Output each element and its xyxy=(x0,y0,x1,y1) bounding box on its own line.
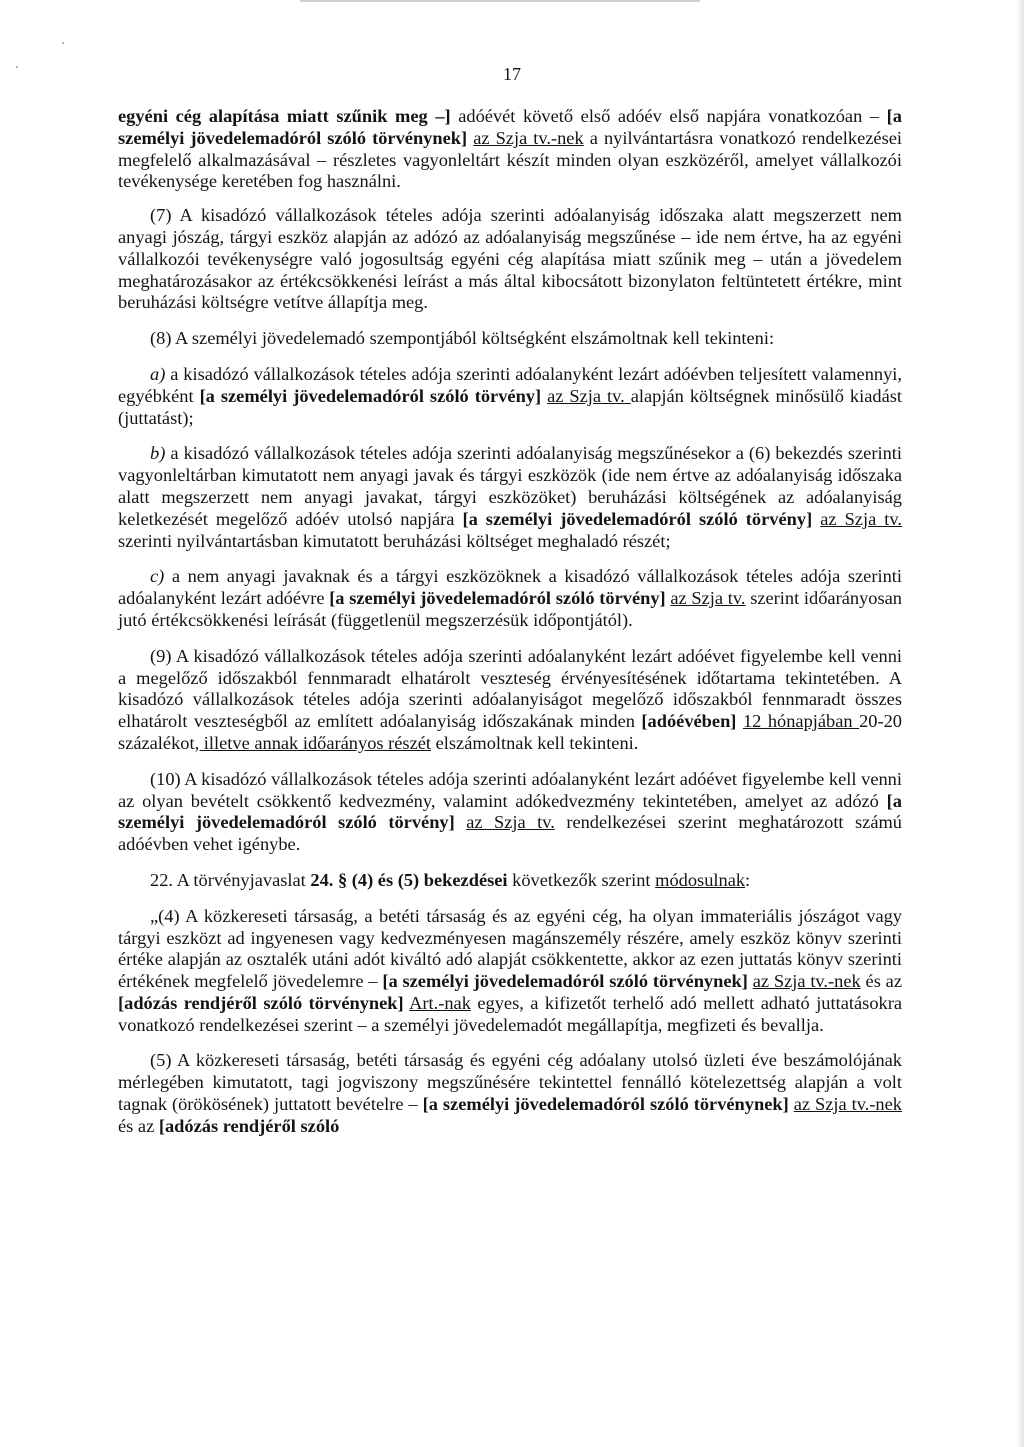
page-number: 17 xyxy=(503,64,521,84)
bold-text: 24. § (4) és (5) bekezdései xyxy=(310,869,508,890)
scan-edge-right xyxy=(1016,0,1024,1447)
text: és az xyxy=(860,971,902,992)
text: alapján költségnek minősülő kiadást (juttatást); xyxy=(118,385,903,428)
text: a kisadózó vállalkozások tételes adója szerinti adóalanyként lezárt adóévben teljesített valamennyi, egyébként xyxy=(118,363,902,406)
paragraph-10 xyxy=(118,769,902,856)
bold-text: [adózás rendjéről szóló xyxy=(158,1115,340,1136)
bold-text: [a személyi jövedelemadóról szóló törvény] xyxy=(199,385,542,406)
text: és az xyxy=(118,1115,159,1136)
text: „(4) A közkereseti társaság, a betéti társaság és az egyéni cég, ha olyan immateriális jószágot vagy tárgyi eszközt ad ingyenesen vagy kedvezményesen magánszemély részére, amely eszköz könyv szerinti értéke alapján az osztalék utáni adót kiváltó adó alapját csökkentette, akkor az ezen juttatás könyv szerinti értékének megfelelő jövedelemre – xyxy=(118,905,902,992)
amendment-22-heading xyxy=(118,870,902,892)
paragraph-7: (7) A kisadózó vállalkozások tételes adója szerinti adóalanyiság időszaka alatt megszerzett nem anyagi jószág, tárgyi eszköz alapján az adózó az adóalanyiság megszűnése – ide nem értve, ha az egyéni vállalkozói tevékenységre való jogosultság egyéni cég alapítása miatt szűnik meg – után a jövedelem meghatározásakor az értékcsökkenési leírást a más által kibocsátott bizonylaton feltüntetett értékre, mint beruházási költségre vetítve állapítja meg. xyxy=(118,205,902,313)
bold-text: [a személyi jövedelemadóról szóló törvény] xyxy=(462,508,813,529)
paragraph-9 xyxy=(118,646,902,755)
bold-text: [a személyi jövedelemadóról szóló törvénynek] xyxy=(382,971,748,992)
text: elszámoltnak kell tekinteni. xyxy=(431,732,639,753)
text: rendelkezései szerint meghatározott számú adóévben vehet igénybe. xyxy=(118,812,902,855)
quoted-paragraph-5 xyxy=(118,1050,902,1137)
text: (10) A kisadózó vállalkozások tételes adója szerinti adóalanyként lezárt adóévet figyelembe kell venni az olyan bevételt csökkentő kedvezmény, valamint adókedvezmény tekintetében, amelyet az adózó xyxy=(118,768,902,811)
text: adóévét követő első adóév első napjára vonatkozóan – xyxy=(450,106,887,126)
text: (5) A közkereseti társaság, betéti társaság és egyéni cég adóalany utolsó üzleti éve beszámolójának mérlegében kimutatott, tagi jogviszony megszűnésére tekintettel fennálló kötelezettség alapján a volt tagnak (örökösének) juttatott bevételre – xyxy=(118,1050,902,1115)
underlined-text: az Szja tv.-nek xyxy=(793,1094,902,1115)
scan-speck xyxy=(62,42,64,44)
text: szerint időarányosan jutó értékcsökkenési leírását (függetlenül megszerzésük időpontjától). xyxy=(118,588,902,630)
bold-text: egyéni cég alapítása miatt szűnik meg –] xyxy=(118,106,451,126)
paragraph-intro xyxy=(118,106,902,193)
text: 20-20 százalékot xyxy=(118,711,902,753)
quoted-paragraph-4 xyxy=(118,906,902,1037)
underlined-text: az Szja tv. xyxy=(670,588,746,609)
text xyxy=(455,812,466,832)
underlined-text: , illetve annak időarányos részét xyxy=(194,732,432,753)
bold-text: [adóévében] xyxy=(641,711,737,732)
text: szerinti nyilvántartásban kimutatott beruházási költséget meghaladó részét; xyxy=(118,530,671,551)
text: következők szerint xyxy=(507,869,656,890)
underlined-text: 12 hónapjában xyxy=(742,711,860,732)
text: 22. A törvényjavaslat xyxy=(150,869,311,890)
text: (9) A kisadózó vállalkozások tételes adója szerinti adóalanyként lezárt adóévet figyelembe kell venni a megelőző időszakból fennmaradt elhatárolt veszteség érvényesítésének időtartama tekintetében. A kisadózó vállalkozások tételes adója szerinti adóalanyiságot megelőző időszakból fennmaradt összes elhatárolt veszteségből az említett adóalanyiság időszakának minden xyxy=(118,645,902,732)
point-b xyxy=(118,443,902,552)
bold-text: [a személyi jövedelemadóról szóló törvénynek] xyxy=(118,106,902,148)
underlined-text: Art.-nak xyxy=(409,992,471,1013)
bold-text: [adózás rendjéről szóló törvénynek] xyxy=(118,992,404,1013)
bold-text: [a személyi jövedelemadóról szóló törvény] xyxy=(329,588,666,609)
bold-text: [a személyi jövedelemadóról szóló törvény] xyxy=(118,790,902,833)
underlined-text: az Szja tv.-nek xyxy=(473,127,584,148)
underlined-text: az Szja tv.-nek xyxy=(752,971,861,992)
scan-edge-top xyxy=(300,0,700,2)
document-body xyxy=(118,106,902,1152)
bold-text: [a személyi jövedelemadóról szóló törvénynek] xyxy=(422,1094,789,1115)
underlined-text: az Szja tv. xyxy=(547,385,631,406)
paragraph-8: (8) A személyi jövedelemadó szempontjából költségként elszámoltnak kell tekinteni: xyxy=(150,328,775,349)
text: a kisadózó vállalkozások tételes adója szerinti adóalanyiság megszűnésekor a (6) bekezdés szerinti vagyonleltárban kimutatott nem anyagi javak és tárgyi eszközök (ide nem értve az adóalanyiság időszaka alatt megszerzett nem anyagi javakat, tárgyi eszközöket) beruházási költségének az adóalanyiság keletkezését megelőző adóév utolsó napjára xyxy=(118,443,902,529)
point-label: c) xyxy=(150,566,165,587)
underlined-text: az Szja tv. xyxy=(820,508,902,529)
text: : xyxy=(745,869,751,890)
text: egyes, a kifizetőt terhelő adó mellett adható juttatásokra vonatkozó rendelkezései szerint – a személyi jövedelemadót megállapítja, megfizeti és bevallja. xyxy=(118,992,902,1035)
point-a xyxy=(118,364,902,429)
point-label: a) xyxy=(150,363,166,384)
underlined-text: módosulnak xyxy=(655,869,746,890)
amended-text xyxy=(118,906,902,1138)
point-label: b) xyxy=(150,443,166,464)
point-c xyxy=(118,566,902,631)
text: a nyilvántartásra vonatkozó rendelkezései megfelelő alkalmazásával – részletes vagyonleltárt készít minden olyan eszközéről, amelyet vállalkozói tevékenysége keretében fog használni. xyxy=(118,127,902,192)
underlined-text: az Szja tv. xyxy=(466,812,555,833)
text: a nem anyagi javaknak és a tárgyi eszközöknek a kisadózó vállalkozások tételes adója szerinti adóalanyként lezárt adóévre xyxy=(118,566,902,609)
